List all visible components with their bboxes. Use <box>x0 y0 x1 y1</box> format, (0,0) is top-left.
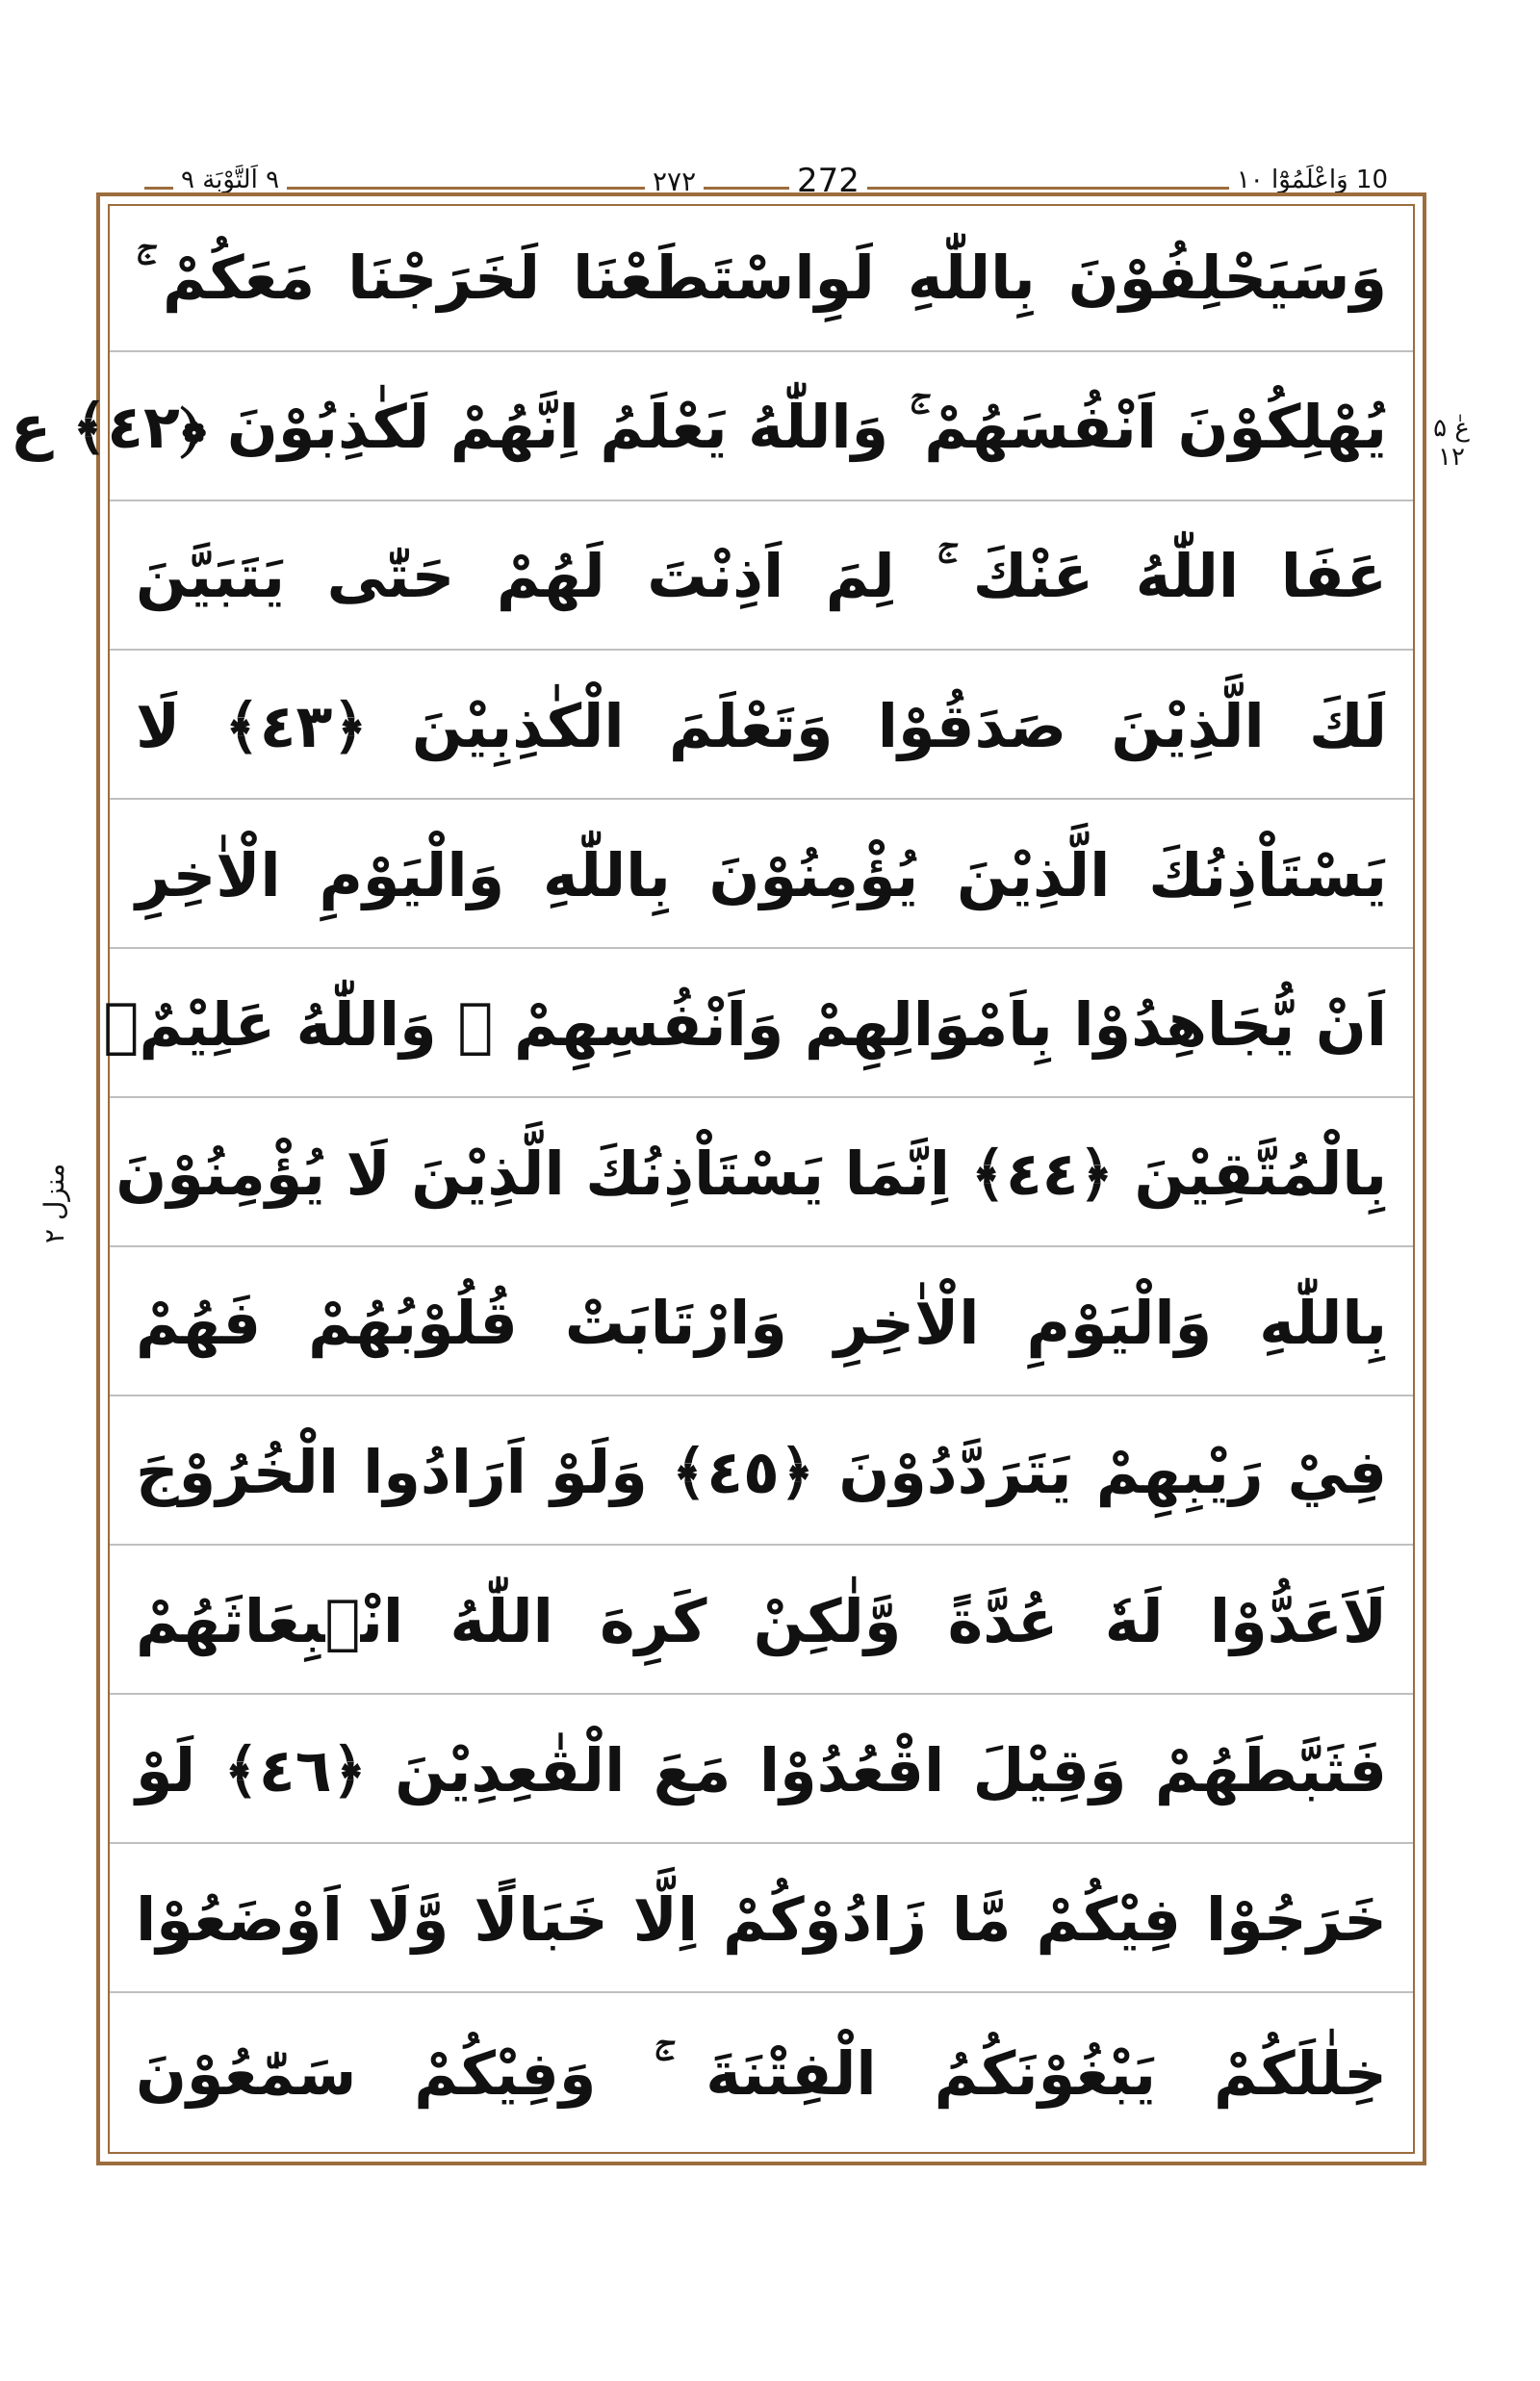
verse-line-text: لَكَ الَّذِيْنَ صَدَقُوْا وَتَعْلَمَ الْكٰذِبِيْنَ ﴿٤٣﴾ لَا <box>136 690 1387 761</box>
verse-line-text: فَثَبَّطَهُمْ وَقِيْلَ اقْعُدُوْا مَعَ الْقٰعِدِيْنَ ﴿٤٦﴾ لَوْ <box>136 1734 1387 1805</box>
verse-line <box>110 504 1413 651</box>
verse-line-text: اَنْ يُّجَاهِدُوْا بِاَمْوَالِهِمْ وَاَنْفُسِهِمْ ۗ وَاللّٰهُ عَلِيْمٌۢ <box>103 988 1387 1060</box>
header-rule <box>144 187 1396 190</box>
verse-line-text: بِاللّٰهِ وَالْيَوْمِ الْاٰخِرِ وَارْتَابَتْ قُلُوْبُهُمْ فَهُمْ <box>136 1287 1387 1358</box>
verse-line <box>110 1549 1413 1695</box>
verse-line <box>103 952 1413 1098</box>
verse-line-text: وَسَيَحْلِفُوْنَ بِاللّٰهِ لَوِاسْتَطَعْنَا لَخَرَجْنَا مَعَكُمْ ۚ <box>136 243 1387 313</box>
header-juz-label: 10 وَاعْلَمُوْٓا ١٠ <box>1229 166 1396 194</box>
verse-line <box>10 355 1413 501</box>
verse-line-text: يَسْتَاْذِنُكَ الَّذِيْنَ يُؤْمِنُوْنَ بِاللّٰهِ وَالْيَوْمِ الْاٰخِرِ <box>136 839 1387 910</box>
verse-line-text: خَرَجُوْا فِيْكُمْ مَّا زَادُوْكُمْ اِلَّا خَبَالًا وَّلَا اَوْضَعُوْا <box>136 1883 1387 1955</box>
verse-line <box>110 1996 1413 2152</box>
verse-line <box>110 1250 1413 1396</box>
verse-line <box>110 803 1413 949</box>
verse-line <box>110 1101 1413 1247</box>
verse-line-text: فِيْ رَيْبِهِمْ يَتَرَدَّدُوْنَ ﴿٤٥﴾ وَلَوْ اَرَادُوا الْخُرُوْجَ <box>136 1436 1387 1507</box>
header-page-number-arabic: ٢٧٢ <box>645 166 704 197</box>
verse-line <box>110 1847 1413 1993</box>
verse-line-text: لَاَعَدُّوْا لَهٗ عُدَّةً وَّلٰكِنْ كَرِهَ اللّٰهُ انْۢبِعَاثَهُمْ <box>136 1585 1387 1656</box>
verse-line <box>110 1698 1413 1844</box>
verse-line <box>110 1399 1413 1546</box>
ruku-marker: عٰ ۵ ١٢ <box>1433 414 1470 472</box>
verse-line-text: بِالْمُتَّقِيْنَ ﴿٤٤﴾ اِنَّمَا يَسْتَاْذِنُكَ الَّذِيْنَ لَا يُؤْمِنُوْنَ <box>116 1138 1387 1209</box>
manzil-marker: منزل ٢ <box>38 1163 70 1243</box>
verse-line-text: خِلٰلَكُمْ يَبْغُوْنَكُمُ الْفِتْنَةَ ۚ وَفِيْكُمْ سَمّٰعُوْنَ <box>136 2038 1387 2109</box>
header-page-number: 272 <box>789 162 867 200</box>
verse-line <box>110 653 1413 800</box>
verse-line-text: يُهْلِكُوْنَ اَنْفُسَهُمْ ۚ وَاللّٰهُ يَعْلَمُ اِنَّهُمْ لَكٰذِبُوْنَ ﴿٤٢﴾ ع <box>10 392 1387 462</box>
verse-line <box>110 206 1413 352</box>
header-surah-label: ٩ اَلتَّوْبَة ٩ <box>173 166 287 194</box>
verse-line-text: عَفَا اللّٰهُ عَنْكَ ۚ لِمَ اَذِنْتَ لَهُمْ حَتّٰى يَتَبَيَّنَ <box>136 541 1387 611</box>
